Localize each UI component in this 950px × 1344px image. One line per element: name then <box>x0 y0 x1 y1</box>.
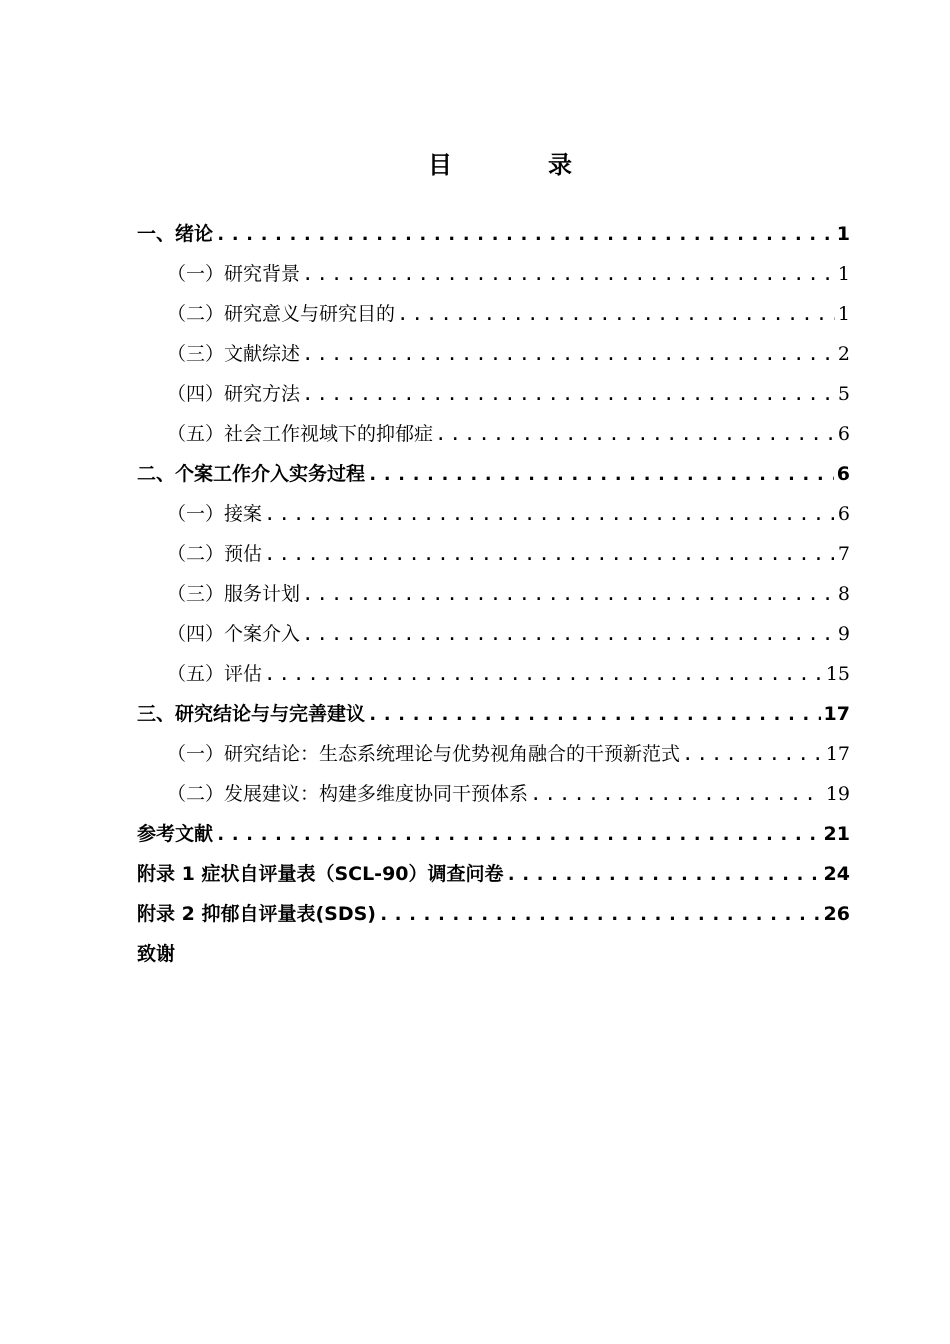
toc-entry[interactable] <box>137 294 850 334</box>
toc-entry[interactable] <box>137 734 850 774</box>
toc-dot-leader <box>367 454 834 494</box>
toc-entry-page-number: 17 <box>823 703 850 725</box>
toc-entry-label: （一）研究结论：生态系统理论与优势视角融合的干预新范式 <box>167 743 681 765</box>
toc-entry[interactable] <box>137 534 850 574</box>
toc-dot-leader <box>264 494 835 534</box>
toc-entry-label: （三）文献综述 <box>167 343 301 365</box>
toc-entry-page-number: 1 <box>836 223 850 245</box>
toc-entry-label: （三）服务计划 <box>167 583 301 605</box>
toc-entry-label: （二）研究意义与研究目的 <box>167 303 396 325</box>
toc-entry-page-number: 5 <box>837 383 850 405</box>
toc-entry-label: 二、个案工作介入实务过程 <box>137 463 366 485</box>
toc-entry-label: 附录 1 症状自评量表（SCL-90）调查问卷 <box>137 863 504 885</box>
toc-entry[interactable] <box>137 254 850 294</box>
toc-dot-leader <box>367 694 821 734</box>
toc-dot-leader <box>302 614 835 654</box>
toc-entry-page-number: 6 <box>837 503 850 525</box>
toc-entry[interactable] <box>137 814 850 854</box>
toc-dot-leader <box>302 334 835 374</box>
toc-entry[interactable] <box>137 574 850 614</box>
toc-dot-leader <box>435 414 835 454</box>
toc-dot-leader <box>215 214 834 254</box>
toc-entry-label: （二）预估 <box>167 543 263 565</box>
toc-entry-page-number: 9 <box>837 623 850 645</box>
toc-dot-leader <box>302 254 835 294</box>
toc-entry-label: （五）社会工作视域下的抑郁症 <box>167 423 434 445</box>
toc-title <box>0 148 950 182</box>
toc-list <box>137 214 850 974</box>
toc-entry-label: （一）研究背景 <box>167 263 301 285</box>
toc-entry[interactable] <box>137 894 850 934</box>
toc-entry[interactable] <box>137 774 850 814</box>
toc-dot-leader <box>264 534 835 574</box>
toc-entry[interactable] <box>137 334 850 374</box>
toc-entry-page-number: 19 <box>825 783 850 805</box>
toc-entry-page-number: 8 <box>837 583 850 605</box>
toc-entry[interactable] <box>137 654 850 694</box>
toc-dot-leader <box>215 814 821 854</box>
toc-dot-leader <box>530 774 823 814</box>
toc-entry-page-number: 15 <box>825 663 850 685</box>
toc-entry[interactable] <box>137 854 850 894</box>
toc-entry-label: 致谢 <box>137 943 176 965</box>
toc-dot-leader <box>506 854 821 894</box>
toc-entry[interactable] <box>137 454 850 494</box>
toc-dot-leader <box>378 894 821 934</box>
toc-dot-leader <box>682 734 823 774</box>
toc-entry[interactable] <box>137 694 850 734</box>
toc-entry-label: （五）评估 <box>167 663 263 685</box>
toc-dot-leader <box>302 574 835 614</box>
toc-entry-label: （二）发展建议：构建多维度协同干预体系 <box>167 783 529 805</box>
toc-entry-label: （四）研究方法 <box>167 383 301 405</box>
toc-entry[interactable] <box>137 934 850 974</box>
toc-dot-leader <box>302 374 835 414</box>
toc-entry-page-number: 2 <box>837 343 850 365</box>
toc-entry-label: 附录 2 抑郁自评量表(SDS) <box>137 903 376 925</box>
toc-dot-leader <box>397 294 835 334</box>
toc-entry[interactable] <box>137 614 850 654</box>
toc-entry[interactable] <box>137 414 850 454</box>
toc-entry[interactable] <box>137 214 850 254</box>
toc-entry[interactable] <box>137 494 850 534</box>
toc-entry-page-number: 1 <box>837 303 850 325</box>
toc-entry-label: 一、绪论 <box>137 223 214 245</box>
toc-entry-page-number: 6 <box>836 463 850 485</box>
toc-entry-page-number: 7 <box>837 543 850 565</box>
toc-entry-page-number: 1 <box>837 263 850 285</box>
toc-entry-page-number: 21 <box>823 823 850 845</box>
toc-entry-label: 参考文献 <box>137 823 214 845</box>
toc-entry-label: （一）接案 <box>167 503 263 525</box>
toc-entry[interactable] <box>137 374 850 414</box>
toc-entry-page-number: 26 <box>823 903 850 925</box>
toc-entry-label: 三、研究结论与与完善建议 <box>137 703 366 725</box>
toc-entry-page-number: 24 <box>823 863 850 885</box>
toc-title-char-2: 录 <box>548 151 572 179</box>
toc-dot-leader <box>264 654 823 694</box>
toc-entry-label: （四）个案介入 <box>167 623 301 645</box>
toc-entry-page-number: 17 <box>825 743 850 765</box>
toc-entry-page-number: 6 <box>837 423 850 445</box>
toc-title-char-1: 目 <box>428 151 452 179</box>
